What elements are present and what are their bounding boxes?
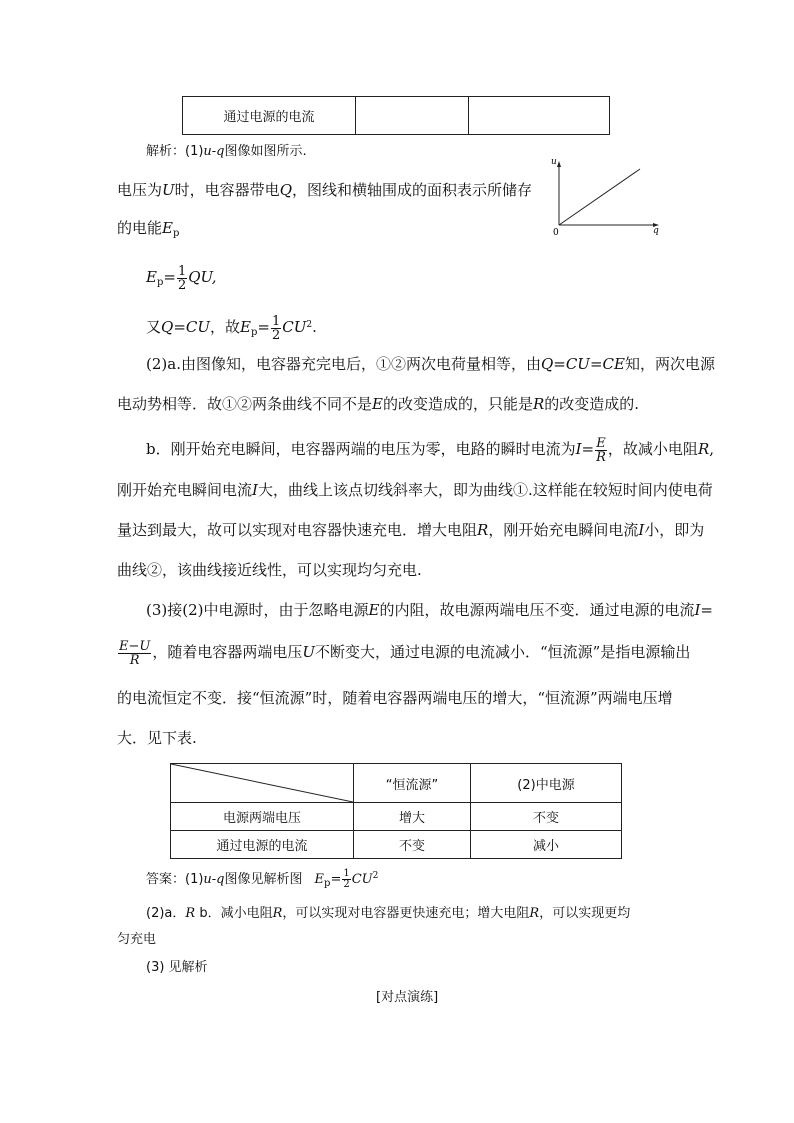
denominator: 2	[177, 277, 187, 293]
answer-label: 答案：(1)	[146, 872, 204, 887]
para4-line2	[117, 635, 690, 669]
numerator: E	[596, 435, 606, 451]
formula: CU	[282, 318, 307, 336]
text: 的电流恒定不变．接“恒流源”时，随着电容器两端电压的增大，“恒流源”两端电压增	[117, 689, 673, 707]
text: 的改变造成的，只能是	[382, 395, 533, 413]
subscript: p	[251, 327, 258, 338]
denominator: R	[596, 449, 606, 465]
var-R: R	[272, 906, 283, 921]
uq-text: 图像如图所示.	[224, 144, 307, 159]
text: 大．见下表.	[117, 729, 197, 747]
text: 图像见解析图	[224, 872, 303, 887]
equals: =	[163, 268, 176, 286]
fraction	[177, 265, 187, 292]
text: 量达到最大，故可以实现对电容器快速充电．增大电阻	[117, 521, 478, 539]
subscript: p	[172, 228, 180, 239]
table-cell: 不变	[354, 831, 471, 859]
var-R: R	[532, 395, 545, 413]
table-row-label: 通过电源的电流	[171, 831, 354, 859]
var-E: E	[314, 872, 325, 887]
table-row	[171, 803, 622, 831]
equation-ep-cu	[146, 308, 317, 350]
formula: CU	[351, 872, 373, 887]
text: 知，两次电源	[624, 355, 715, 373]
text: (3) 见解析	[146, 960, 208, 975]
text: 大，曲线上该点切线斜率大，即为曲线①.这样能在较短时间内使电荷	[257, 481, 713, 499]
text: (2)a.由图像知，电容器充完电后，①②两次电荷量相等，由	[146, 355, 541, 373]
text: 刚开始充电瞬间电流	[117, 481, 253, 499]
top-table-cell	[469, 97, 610, 135]
table-cell: 增大	[354, 803, 471, 831]
table-header-row	[171, 764, 622, 803]
answer-line3	[117, 930, 156, 950]
numerator: 1	[177, 263, 187, 279]
var-R: R	[529, 906, 540, 921]
superscript: 2	[306, 320, 313, 330]
table-cell: 不变	[471, 803, 622, 831]
text: ，故	[210, 318, 241, 336]
var-R: R	[185, 906, 196, 921]
text: ，刚开始充电瞬间电流	[488, 521, 639, 539]
para3-line2	[117, 480, 713, 500]
subscript: p	[324, 878, 331, 889]
text: 的内阻，故电源两端电压不变．通过电源的电流	[379, 601, 695, 619]
var-Q: Q	[161, 318, 174, 336]
table-row	[171, 831, 622, 859]
para4-line1	[146, 600, 713, 620]
diagonal-line	[171, 764, 353, 802]
var-E: E	[372, 395, 383, 413]
equation-ep-qu	[146, 260, 217, 300]
origin-label: 0	[553, 228, 559, 237]
text: 电动势相等．故①②两条曲线不同不是	[117, 395, 373, 413]
answer-line2	[146, 904, 630, 924]
var-Q: Q	[279, 181, 292, 199]
text: ，可以实现更均	[539, 906, 631, 921]
top-table	[182, 96, 610, 135]
var-E: E	[162, 219, 173, 237]
para3-line3	[117, 520, 704, 540]
denominator: 2	[343, 879, 350, 890]
text: 不断变大，通过电源的电流减小．“恒流源”是指电源输出	[315, 643, 691, 661]
uq-label: u-q	[203, 872, 225, 887]
formula: QU,	[188, 268, 217, 286]
answer-line4	[146, 958, 208, 978]
equals: =	[581, 440, 595, 458]
text: 电压为	[117, 181, 163, 199]
denominator: R	[118, 653, 151, 667]
fraction	[342, 869, 350, 890]
text: 时，电容器带电	[174, 181, 280, 199]
text: .	[312, 318, 317, 336]
top-table-cell	[356, 97, 469, 135]
formula: Q=CU=CE	[540, 355, 625, 373]
text: 匀充电	[117, 932, 157, 947]
para4-line3	[117, 688, 673, 708]
top-table-row-label: 通过电源的电流	[183, 97, 356, 135]
text: 小，即为	[644, 521, 705, 539]
subscript: p	[156, 277, 164, 288]
text: ，图线和横轴围成的面积表示所储存	[292, 181, 533, 199]
text: ，故减小电阻	[607, 440, 698, 458]
text: ，可以实现对电容器更快速充电；增大电阻	[282, 906, 530, 921]
table-cell: 减小	[471, 831, 622, 859]
fraction	[118, 640, 151, 667]
text: 的改变造成的.	[544, 395, 640, 413]
equals: =	[330, 872, 342, 887]
var-E: E	[146, 268, 157, 286]
formula: CU	[185, 318, 211, 336]
var-R: R	[477, 521, 489, 539]
text: (2)a．	[146, 906, 186, 921]
analysis-label: 解析：(1)	[146, 144, 204, 159]
text: 曲线②，该曲线接近线性，可以实现均匀充电.	[117, 561, 422, 579]
var-I: I	[252, 481, 258, 499]
denominator: 2	[271, 327, 281, 343]
section-heading: [对点演练]	[376, 990, 439, 1005]
var-E: E	[240, 318, 251, 336]
superscript: 2	[372, 871, 379, 881]
equals: =	[173, 318, 186, 336]
x-axis-label: q	[653, 226, 659, 236]
var-I: I	[638, 521, 645, 539]
equals: =	[700, 601, 713, 619]
y-axis-label: u	[551, 157, 557, 167]
y-axis-arrow	[557, 161, 561, 167]
table-corner-cell	[171, 764, 354, 803]
para1-line1	[117, 180, 532, 200]
text: ,	[709, 440, 715, 458]
table-row-label: 电源两端电压	[171, 803, 354, 831]
result-table	[170, 763, 622, 859]
fraction	[271, 315, 281, 342]
var-U: U	[162, 181, 175, 199]
uq-label: u-q	[203, 144, 225, 159]
para1-line2	[117, 218, 179, 244]
uq-line	[559, 169, 640, 225]
text: b．刚开始充电瞬间，电容器两端的电压为零，电路的瞬时电流为	[146, 440, 576, 458]
para4-line4	[117, 728, 197, 748]
uq-graph	[545, 155, 670, 237]
text: 又	[146, 318, 162, 336]
text: 的电能	[117, 219, 163, 237]
table-header-cell: (2)中电源	[471, 764, 622, 803]
var-E: E	[368, 601, 380, 619]
var-U: U	[302, 643, 316, 661]
numerator: 1	[343, 868, 350, 879]
numerator: 1	[271, 313, 281, 329]
fraction	[595, 437, 607, 464]
numerator: E−U	[119, 638, 151, 654]
var-I: I	[694, 601, 701, 619]
var-I: I	[575, 440, 582, 458]
var-R: R	[697, 440, 710, 458]
equals: =	[257, 318, 270, 336]
para2-line2	[117, 394, 639, 414]
text: (3)接(2)中电源时，由于忽略电源	[146, 601, 369, 619]
text: b．减小电阻	[195, 906, 273, 921]
table-header-cell: “恒流源”	[354, 764, 471, 803]
text: ，随着电容器两端电压	[152, 643, 303, 661]
answer-line1	[146, 862, 378, 898]
para3-line1	[146, 432, 714, 466]
para3-line4	[117, 560, 422, 580]
analysis-line	[146, 142, 307, 162]
para2-line1	[146, 354, 715, 374]
